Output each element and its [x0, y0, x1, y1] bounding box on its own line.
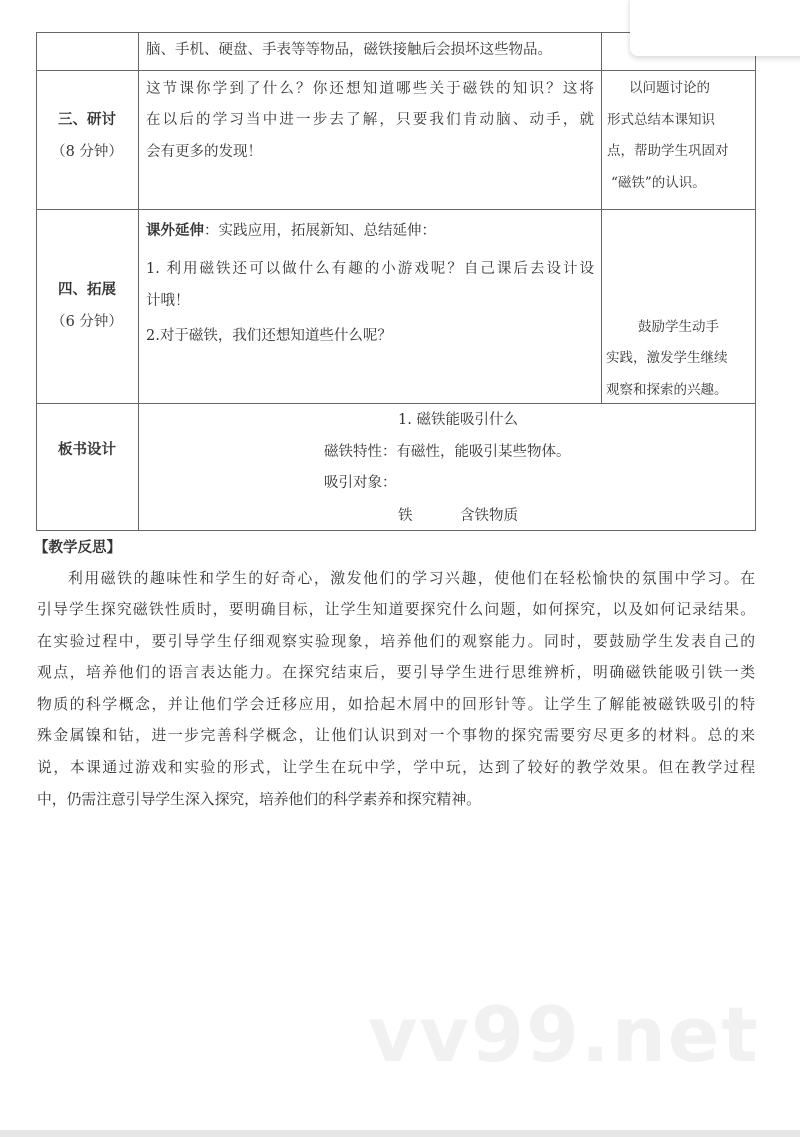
- content-line: 这节课你学到了什么？你还想知道哪些关于磁铁的知识？这将: [146, 81, 594, 97]
- extension-heading: [146, 222, 436, 240]
- note-line: 实践，激发学生继续: [606, 350, 728, 366]
- note-line: 以问题讨论的: [629, 80, 710, 96]
- note-line: 鼓励学生动手: [638, 319, 719, 335]
- continued-content: 脑、手机、硬盘、手表等等物品，磁铁接触后会损坏这些物品。: [146, 42, 552, 58]
- note-line: 点，帮助学生巩固对: [607, 143, 729, 159]
- stage-label: 板书设计: [58, 441, 116, 458]
- paragraph-line: 在实验过程中，要引导学生仔细观察实验现象，培养他们的观察能力。同时，要鼓励学生发表自己的: [37, 633, 755, 650]
- reflection-heading: 【教学反思】: [34, 539, 121, 556]
- board-item: 铁: [398, 508, 413, 524]
- note-line: “磁铁”的认识。: [611, 175, 706, 191]
- table-border: [36, 530, 756, 531]
- note-line: 形式总结本课知识: [607, 112, 715, 128]
- paragraph-line: 殊金属镍和钴，进一步完善科学概念，让他们认识到对一个事物的探究需要穷尽更多的材料。总的来: [37, 727, 755, 744]
- stage-label: 四、拓展: [58, 281, 116, 298]
- paragraph-line: 观点，培养他们的语言表达能力。在探究结束后，要引导学生进行思维辨析，明确磁铁能吸引铁一类: [37, 664, 755, 681]
- content-line: 在以后的学习当中进一步去了解，只要我们肯动脑、动手，就: [146, 112, 594, 128]
- stage-duration: （8 分钟）: [51, 144, 123, 160]
- paragraph-line: 说，本课通过游戏和实验的形式，让学生在玩中学，学中玩，达到了较好的教学效果。但在教学过程: [37, 759, 755, 776]
- board-item: 含铁物质: [460, 508, 518, 524]
- overlay-card[interactable]: [630, 0, 800, 56]
- column-divider: [601, 32, 602, 404]
- watermark: vv99.net: [368, 990, 760, 1079]
- row-divider: [36, 70, 756, 71]
- bottom-bar: [0, 1130, 800, 1137]
- paragraph-line: 引导学生探究磁铁性质时，要明确目标，让学生知道要探究什么问题，如何探究，以及如何记录结果。: [37, 601, 755, 618]
- board-line: 磁铁特性：有磁性，能吸引某些物体。: [324, 444, 571, 460]
- board-title: 1. 磁铁能吸引什么: [398, 412, 518, 428]
- note-line: 观察和探索的兴趣。: [606, 382, 728, 398]
- column-divider: [138, 32, 139, 531]
- extension-item: 1. 利用磁铁还可以做什么有趣的小游戏呢？自己课后去设计设: [146, 261, 594, 277]
- stage-duration: （6 分钟）: [51, 314, 123, 330]
- paragraph-line: 中，仍需注意引导学生深入探究，培养他们的科学素养和探究精神。: [37, 791, 481, 808]
- stage-label: 三、研讨: [58, 111, 116, 128]
- paragraph-line: 利用磁铁的趣味性和学生的好奇心，激发他们的学习兴趣，使他们在轻松愉快的氛围中学习。在: [68, 570, 755, 587]
- row-divider: [36, 209, 756, 210]
- table-border: [755, 32, 756, 531]
- extension-heading-rest: ：实践应用，拓展新知、总结延伸：: [204, 223, 436, 239]
- extension-item: 计哦！: [146, 293, 190, 309]
- board-line: 吸引对象：: [324, 475, 397, 491]
- content-line: 会有更多的发现！: [146, 144, 262, 160]
- paragraph-line: 物质的科学概念，并让他们学会迁移应用，如拾起木屑中的回形针等。让学生了解能被磁铁吸引的特: [37, 696, 755, 713]
- extension-item: 2.对于磁铁，我们还想知道些什么呢？: [146, 328, 392, 344]
- extension-heading-bold: 课外延伸: [146, 222, 204, 239]
